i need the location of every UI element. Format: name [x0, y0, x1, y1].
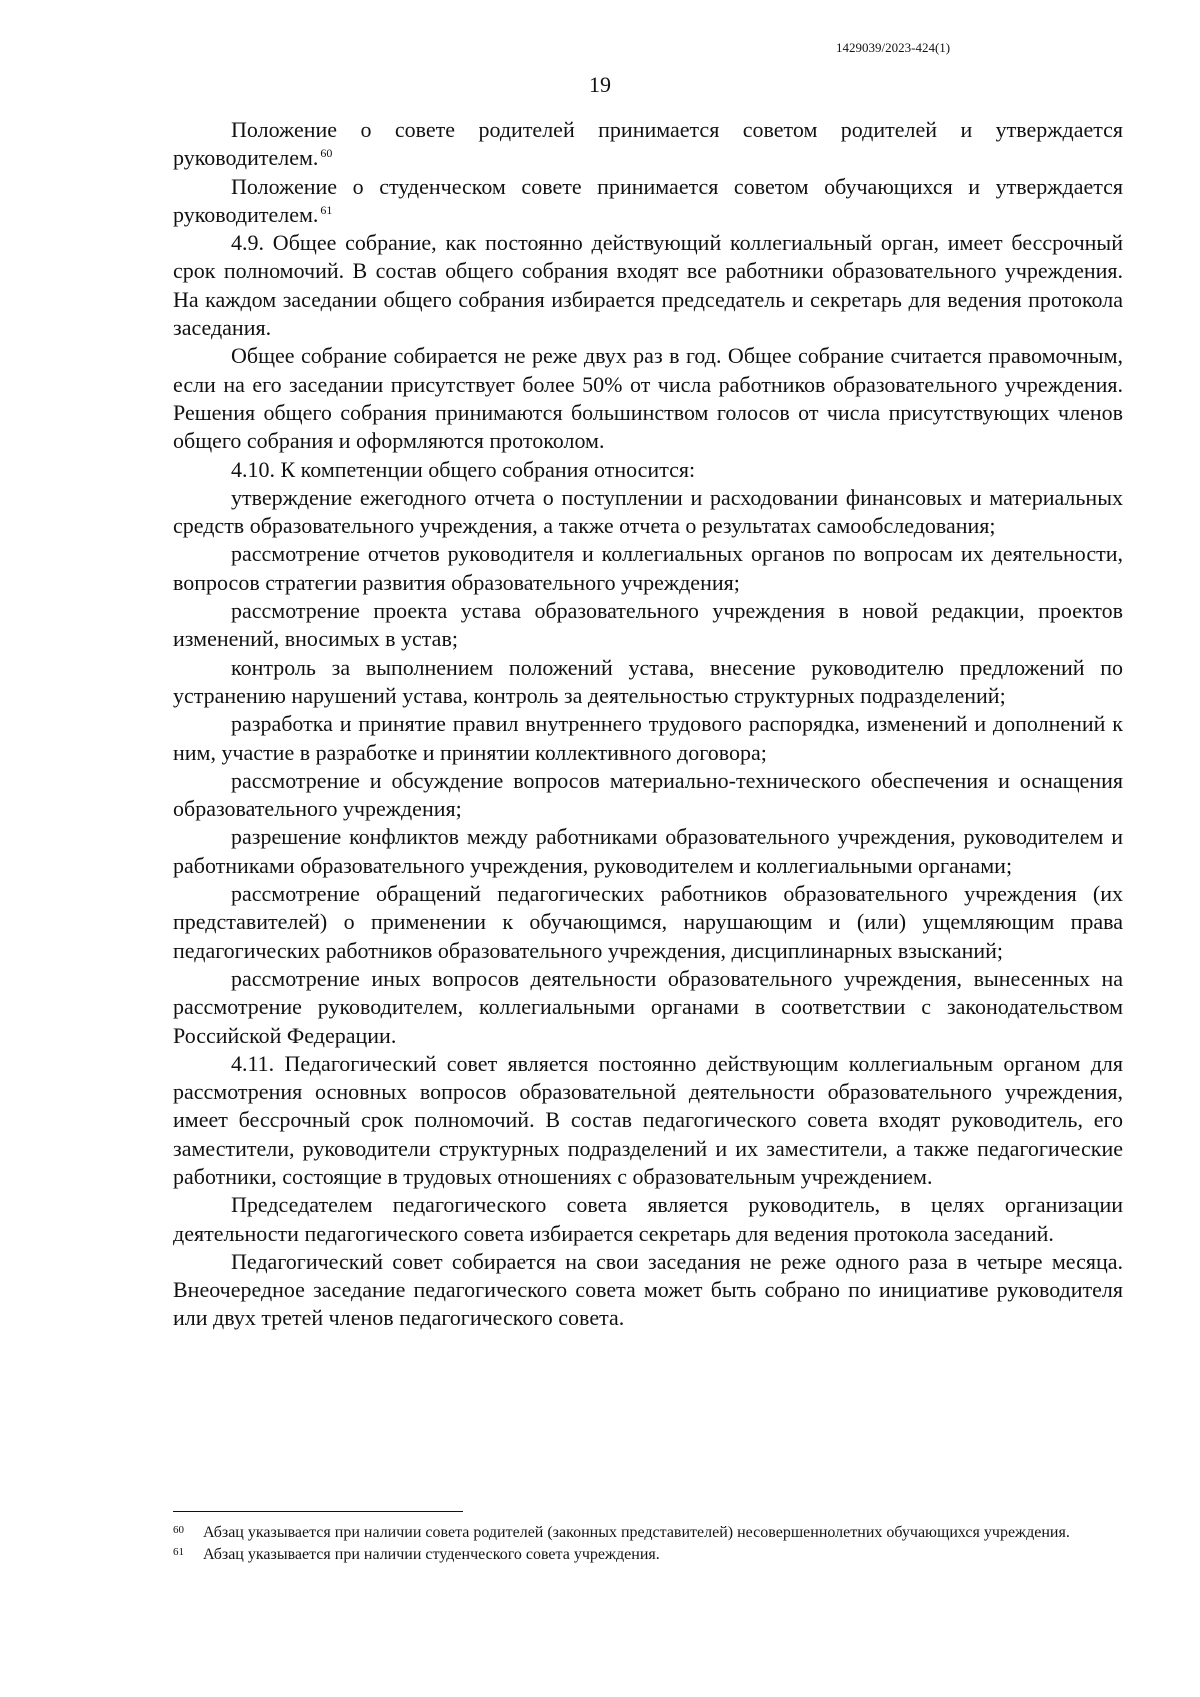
paragraph: Положение о совете родителей принимается советом родителей и утверждается руководителем. $^{60}$ — [173, 117, 1123, 171]
footnote — [173, 1544, 1123, 1566]
list-item: рассмотрение отчетов руководителя и коллегиальных органов по вопросам их деятельности, вопросов стратегии развития образовательного учреждения; — [173, 541, 1123, 595]
paragraph: Председателем педагогического совета является руководитель, в целях организации деятельности педагогического совета избирается секретарь для ведения протокола заседаний. — [173, 1192, 1123, 1246]
paragraph-section-4-10: 4.10. К компетенции общего собрания относится: — [231, 456, 696, 482]
list-item: контроль за выполнением положений устава, внесение руководителю предложений по устранению нарушений устава, контроль за деятельностью структурных подразделений; — [173, 654, 1123, 708]
list-item: разрешение конфликтов между работниками образовательного учреждения, руководителем и работниками образовательного учреждения, руководителем и коллегиальными органами; — [173, 824, 1123, 878]
list-item: рассмотрение и обсуждение вопросов материально-технического обеспечения и оснащения образовательного учреждения; — [173, 767, 1123, 822]
footnote-mark: 60 — [173, 1524, 184, 1536]
paragraph: Педагогический совет собирается на свои заседания не реже одного раза в четыре месяца. Внеочередное заседание педагогического совета может быть собрано по инициативе руководителя или двух третей членов педагогического совета. — [173, 1248, 1123, 1331]
footnote-text: Абзац указывается при наличии совета родителей (законных представителей) несовершеннолетних обучающихся учреждения. — [203, 1524, 1070, 1541]
page-number: 19 — [589, 72, 611, 97]
list-item: разработка и принятие правил внутреннего трудового распорядка, изменений и дополнений к ним, участие в разработке и принятии коллективного договора; — [173, 711, 1123, 765]
footnote — [173, 1522, 1123, 1544]
paragraph-section-4-9: 4.9. Общее собрание, как постоянно действующий коллегиальный орган, имеет бессрочный срок полномочий. В состав общего собрания входят все работники образовательного учреждения. На каждом заседании общего собрания избирается председатель и секретарь для ведения протокола заседания. — [173, 230, 1123, 341]
footnote-ref[interactable]: 60 — [320, 145, 333, 160]
footnote-separator — [173, 1511, 463, 1512]
footnote-ref[interactable]: 61 — [320, 202, 333, 217]
list-item: рассмотрение проекта устава образовательного учреждения в новой редакции, проектов изменений, вносимых в устав; — [173, 598, 1123, 652]
list-item: утверждение ежегодного отчета о поступлении и расходовании финансовых и материальных средств образовательного учреждения, а также отчета о результатах самообследования; — [173, 484, 1123, 539]
footnote-text: Абзац указывается при наличии студенческого совета учреждения. — [203, 1546, 660, 1563]
list-item: рассмотрение обращений педагогических работников образовательного учреждения (их представителей) о применении к обучающимся, нарушающим и (или) ущемляющим права педагогических работников образовательного учреждения, дисциплинарных взысканий; — [173, 881, 1123, 963]
footnotes — [173, 1522, 1123, 1566]
document-id: 1429039/2023-424(1) — [836, 40, 951, 55]
paragraph: Общее собрание собирается не реже двух раз в год. Общее собрание считается правомочным, если на его заседании присутствует более 50% от числа работников образовательного учреждения. Решения общего собрания принимаются большинством голосов от числа присутствующих членов общего собрания и оформляются протоколом. — [173, 343, 1123, 454]
list-item: рассмотрение иных вопросов деятельности образовательного учреждения, вынесенных на рассмотрение руководителем, коллегиальными органами в соответствии с законодательством Российской Федерации. — [173, 965, 1123, 1048]
paragraph: Положение о студенческом совете принимается советом обучающихся и утверждается руководителем. $^{61}$ — [173, 173, 1123, 227]
footnote-mark: 61 — [173, 1546, 184, 1558]
paragraph-section-4-11: 4.11. Педагогический совет является постоянно действующим коллегиальным органом для рассмотрения основных вопросов образовательной деятельности образовательного учреждения, имеет бессрочный срок полномочий. В состав педагогического совета входят руководитель, его заместители, руководители структурных подразделений и их заместители, а также педагогические работники, состоящие в трудовых отношениях с образовательным учреждением. — [173, 1050, 1123, 1189]
document-body — [173, 116, 1123, 1333]
